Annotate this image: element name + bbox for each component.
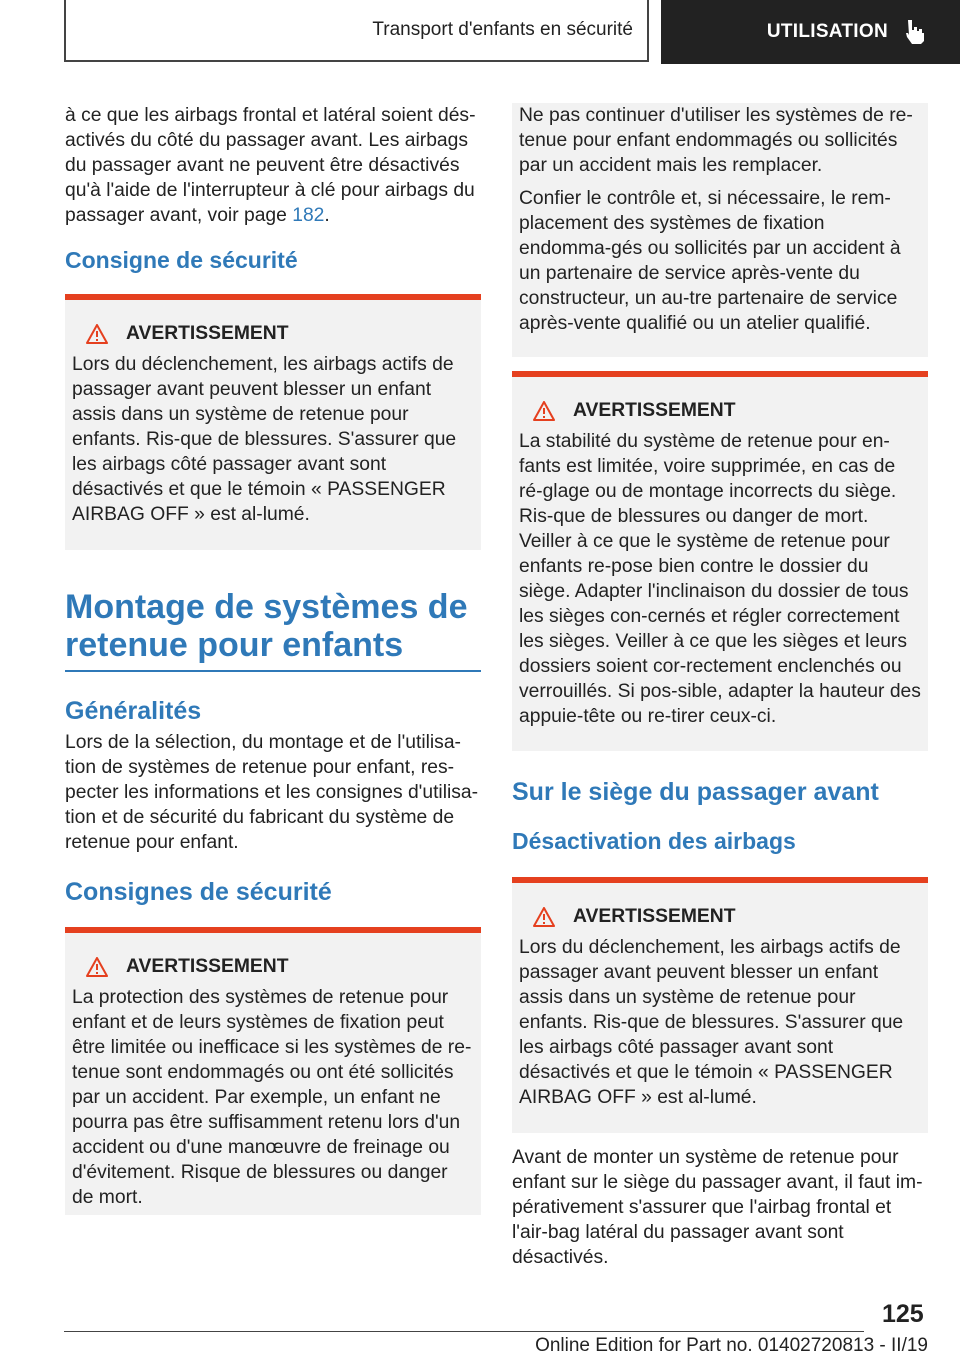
warning-box [512,371,928,751]
warning-icon [533,907,555,927]
hand-pointer-icon [904,19,926,45]
section-header [64,0,649,62]
warning-title: AVERTISSEMENT [72,955,474,979]
warning-text: La protection des systèmes de retenue pour enfant et de leurs systèmes de fixation peut être limitée ou inefficace si les systèmes de re-tenue sont endommagés ou ont été sollicités par un accident. Par exemple, un enfant ne pourra pas être suffisamment retenu lors d'un accident ou d'une manœuvre de freinage ou d'évitement. Risque de blessures ou danger de mort. [72,987,472,1208]
warning-box [65,294,481,550]
warning-icon [86,957,108,977]
warning-text: La stabilité du système de retenue pour en-fants est limitée, voire supprimée, en cas de ré-glage ou de montage incorrects du siège. Ris-que de blessures ou danger de mort. Veiller à ce que le système de retenue pour enfants re-pose bien contre le dossier du siège. Adapter l'inclinaison du dossier de tous les sièges con-cernés et régler correctement les sièges. Veiller à ce que les sièges et leurs dossiers soient cor-rectement enclenchés ou verrouillés. Si pos-sible, adapter la hauteur des appuie-tête ou re-tirer ceux-ci. [519,431,921,727]
continuation-paragraph: Confier le contrôle et, si nécessaire, le rem-placement des systèmes de fixation endomma-gés ou sollicités par un accident à un partenaire de service après-vente du constructeur, un au-tre partenaire de service après-vente qualifié ou un atelier qualifié. [519,188,901,334]
heading-montage: Montage de systèmes de retenue pour enfants [65,588,481,672]
warning-title: AVERTISSEMENT [519,905,921,929]
warning-text: Lors du déclenchement, les airbags actifs de passager avant peuvent blesser un enfant assis dans un système de retenue pour enfants. Ris-que de blessures. S'assurer que les airbags côté passager avant sont désactivés et que le témoin « PASSENGER AIRBAG OFF » est al-lumé. [519,937,904,1108]
warning-box [65,927,481,1215]
left-column [65,103,481,1215]
warning-title: AVERTISSEMENT [519,399,921,423]
continuation-paragraph: Ne pas continuer d'utiliser les systèmes de re-tenue pour enfant endommagés ou sollicités par un accident mais les remplacer. [519,105,913,176]
right-column [512,103,928,1280]
footer-divider [64,1331,864,1332]
section-title: Transport d'enfants en sécurité [372,19,633,40]
heading-consigne: Consigne de sécurité [65,247,298,273]
chapter-header [661,0,960,64]
page-number: 125 [882,1300,924,1328]
footer-edition: Online Edition for Part no. 01402720813 - II/19 [535,1335,928,1356]
page-link[interactable]: 182 [292,205,325,226]
heading-siege: Sur le siège du passager avant [512,778,879,806]
warning-icon [86,324,108,344]
heading-consignes: Consignes de sécurité [65,878,332,906]
generalites-paragraph: Lors de la sélection, du montage et de l'utilisa-tion de systèmes de retenue pour enfant, res-pecter les informations et les consignes d'utilisa-tion et de sécurité du fabricant du système de retenue pour enfant. [65,732,479,853]
intro-paragraph: à ce que les airbags frontal et latéral soient dés-activés du côté du passager avant. Les airbags du passager avant ne peuvent être désactivés qu'à l'aide de l'interrupteur à clé pour airbags du passager avant, voir page 182. [65,105,476,226]
heading-desactivation: Désactivation des airbags [512,828,796,854]
final-paragraph: Avant de monter un système de retenue pour enfant sur le siège du passager avant, il faut im-pérativement s'assurer que l'airbag frontal et l'air-bag latéral du passager avant sont désactivés. [512,1147,923,1268]
warning-title: AVERTISSEMENT [72,322,474,346]
warning-continuation [512,103,928,357]
warning-icon [533,401,555,421]
chapter-title: UTILISATION [766,21,888,42]
warning-box [512,877,928,1133]
heading-generalites: Généralités [65,697,202,725]
warning-text: Lors du déclenchement, les airbags actifs de passager avant peuvent blesser un enfant assis dans un système de retenue pour enfants. Ris-que de blessures. S'assurer que les airbags côté passager avant sont désactivés et que le témoin « PASSENGER AIRBAG OFF » est al-lumé. [72,354,457,525]
